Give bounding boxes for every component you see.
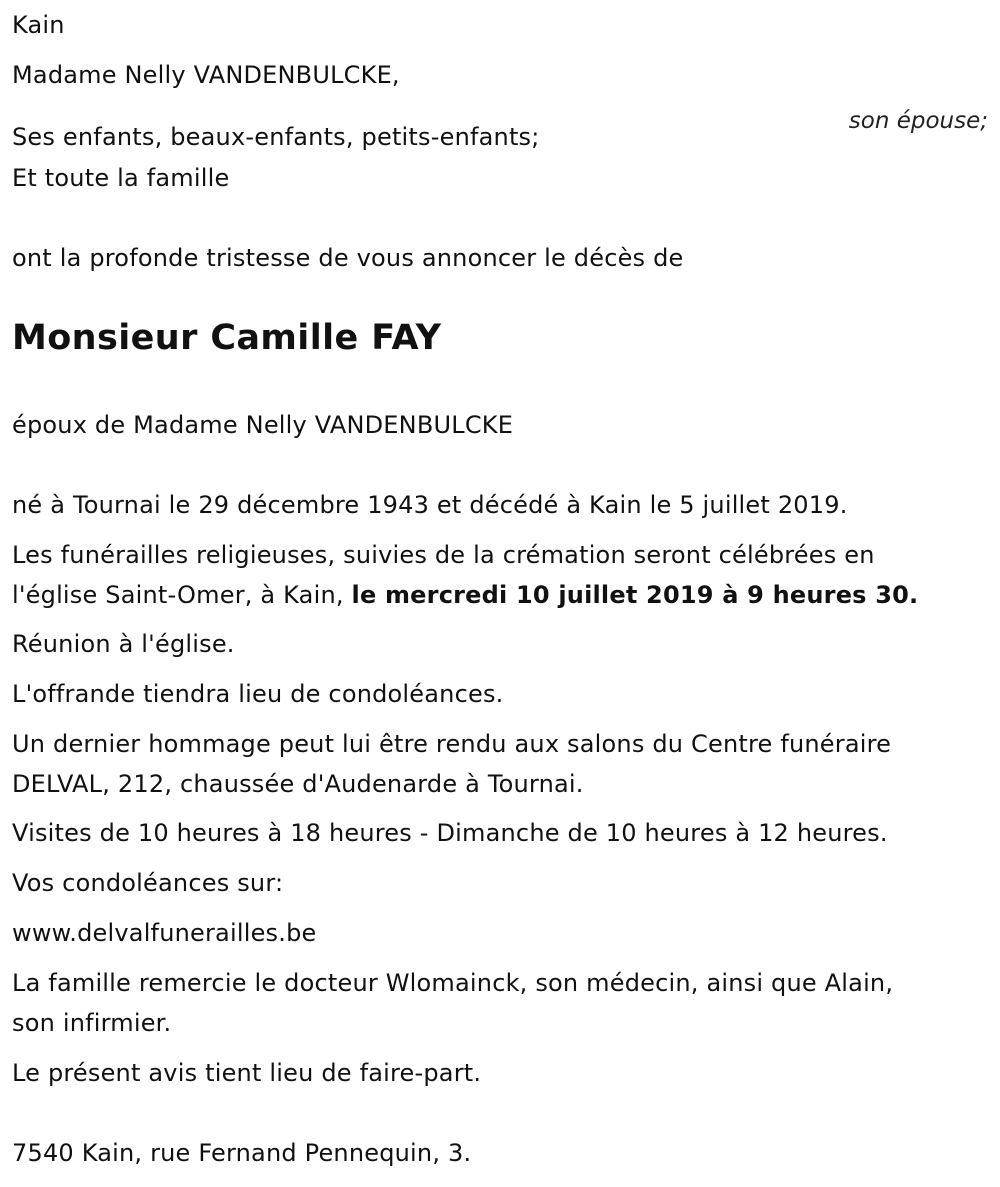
thanks-line-1: La famille remercie le docteur Wlomainck, son médecin, ainsi que Alain, [12,969,894,997]
condolences-label: Vos condoléances sur: [12,869,284,897]
location-text: Kain [12,11,65,39]
spouse-name: Madame Nelly VANDENBULCKE, [12,61,400,89]
visiting-hours: Visites de 10 heures à 18 heures - Dimanche de 10 heures à 12 heures. [12,819,888,847]
death-notice [12,0,990,1187]
funeral-location: l'église Saint-Omer, à Kain, [12,581,352,609]
funeral-details-line-2 [12,575,918,615]
deceased-relation: époux de Madame Nelly VANDENBULCKE [12,411,514,439]
family-members-line: Ses enfants, beaux-enfants, petits-enfants; [12,123,540,151]
condolences-website: www.delvalfunerailles.be [12,919,317,947]
tribute-address: DELVAL, 212, chaussée d'Audenarde à Tournai. [12,770,584,798]
thanks-line-2: son infirmier. [12,1009,172,1037]
deceased-name: Monsieur Camille FAY [12,318,442,358]
funeral-details-line-1: Les funérailles religieuses, suivies de la crémation seront célébrées en [12,541,875,569]
meeting-place: Réunion à l'église. [12,630,235,658]
funeral-date-time: le mercredi 10 juillet 2019 à 9 heures 30. [351,581,919,609]
birth-death-dates: né à Tournai le 29 décembre 1943 et décédé à Kain le 5 juillet 2019. [12,491,848,519]
whole-family-line: Et toute la famille [12,164,230,192]
family-address: 7540 Kain, rue Fernand Pennequin, 3. [12,1139,472,1167]
offering-note: L'offrande tiendra lieu de condoléances. [12,680,504,708]
closing-note: Le présent avis tient lieu de faire-part. [12,1059,482,1087]
spouse-relation: son épouse; [848,108,988,134]
tribute-line-1: Un dernier hommage peut lui être rendu aux salons du Centre funéraire [12,730,892,758]
announcement-text: ont la profonde tristesse de vous annoncer le décès de [12,244,684,272]
